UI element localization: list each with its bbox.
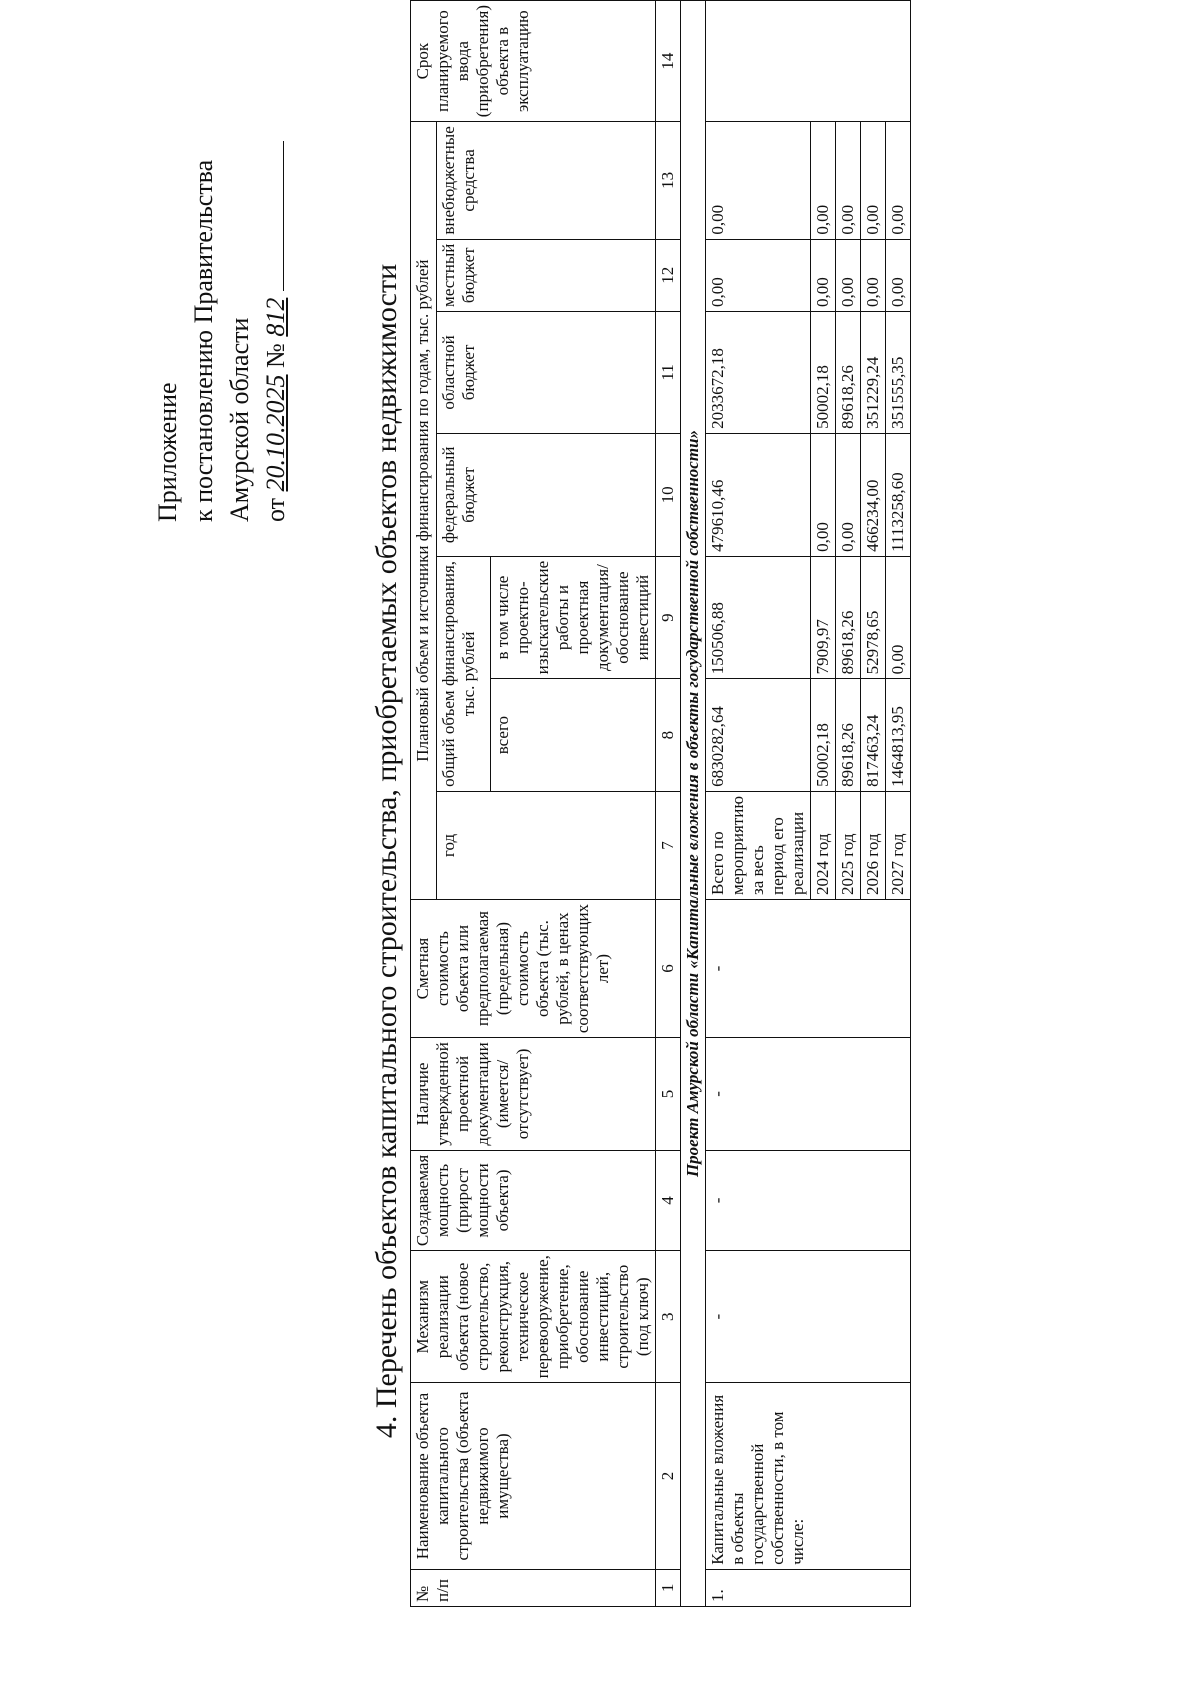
header-commissioning-date: Срок планируемого ввода (приобретения) объекта в эксплуатацию [411, 1, 656, 122]
total-cell: 1464813,95 [886, 679, 911, 792]
total-cell: 6830282,64 [706, 679, 811, 792]
total-cell: 50002,18 [811, 679, 836, 792]
col-number: 8 [656, 679, 681, 792]
header-federal: федеральный бюджет [437, 433, 656, 556]
federal-cell: 479610,46 [706, 433, 811, 556]
header-regional: областной бюджет [437, 311, 656, 433]
col-number: 10 [656, 433, 681, 556]
column-numbers-row [656, 1, 681, 1607]
local-cell: 0,00 [861, 239, 886, 311]
col-number: 5 [656, 1038, 681, 1151]
row-estimated-cost: - [706, 899, 911, 1037]
section-title: Проект Амурской области «Капитальные вложения в объекты государственной собственности» [681, 1, 706, 1607]
number-sign: № [261, 343, 290, 368]
design-cell: 0,00 [886, 556, 911, 679]
row-mechanism: - [706, 1251, 911, 1383]
header-mechanism: Механизм реализации объекта (новое строительство, реконструкция, техническое перевооружение, приобретение, обоснование инвестиций, строительство (под ключ) [411, 1251, 656, 1383]
design-cell: 52978,65 [861, 556, 886, 679]
header-design-works: в том числе проектно-изыскательские работы и проектная документация/обоснование инвестиций [491, 556, 656, 679]
document-title: 4. Перечень объектов капитального строительства, приобретаемых объектов недвижимости [370, 263, 403, 1439]
total-cell: 817463,24 [861, 679, 886, 792]
extra-cell: 0,00 [706, 122, 811, 239]
regional-cell: 89618,26 [836, 311, 861, 433]
extra-cell: 0,00 [861, 122, 886, 239]
header-total-all: всего [491, 679, 656, 792]
year-cell: 2026 год [861, 791, 886, 899]
local-cell: 0,00 [836, 239, 861, 311]
region-name: Амурской области [225, 317, 254, 522]
handwritten-number: 812 [261, 297, 290, 337]
regional-cell: 351555,35 [886, 311, 911, 433]
col-number: 2 [656, 1383, 681, 1569]
row-number: 1. [706, 1569, 911, 1606]
federal-cell: 0,00 [811, 433, 836, 556]
local-cell: 0,00 [706, 239, 811, 311]
col-number: 14 [656, 1, 681, 122]
date-prefix: от [261, 497, 290, 522]
appendix-header [150, 141, 294, 522]
year-cell: Всего по мероприятию за весь период его реализации [706, 791, 811, 899]
row-capacity: - [706, 1150, 911, 1250]
col-number: 12 [656, 239, 681, 311]
col-number: 7 [656, 791, 681, 899]
regional-cell: 50002,18 [811, 311, 836, 433]
col-number: 3 [656, 1251, 681, 1383]
col-number: 13 [656, 122, 681, 239]
header-local: местный бюджет [437, 239, 656, 311]
resolution-ref: к постановлению Правительства [189, 159, 218, 522]
header-financing-group: Плановый объем и источники финансирования по годам, тыс. рублей [411, 122, 437, 900]
local-cell: 0,00 [811, 239, 836, 311]
federal-cell: 1113258,60 [886, 433, 911, 556]
row-design-docs: - [706, 1038, 911, 1151]
header-capacity: Создаваемая мощность (прирост мощности объекта) [411, 1150, 656, 1250]
header-num: № п/п [411, 1569, 656, 1606]
local-cell: 0,00 [886, 239, 911, 311]
capital-objects-table [410, 0, 911, 1607]
header-extrabudgetary: внебюджетные средства [437, 122, 656, 239]
col-number: 6 [656, 899, 681, 1037]
table-row [706, 1, 811, 1607]
federal-cell: 466234,00 [861, 433, 886, 556]
row-object-name: Капитальные вложения в объекты государственной собственности, в том числе: [706, 1383, 911, 1569]
header-object-name: Наименование объекта капитального строительства (объекта недвижимого имущества) [411, 1383, 656, 1569]
header-total-volume: общий объем финансирования, тыс. рублей [437, 556, 491, 791]
design-cell: 150506,88 [706, 556, 811, 679]
year-cell: 2027 год [886, 791, 911, 899]
extra-cell: 0,00 [836, 122, 861, 239]
regional-cell: 2033672,18 [706, 311, 811, 433]
regional-cell: 351229,24 [861, 311, 886, 433]
appendix-label: Приложение [153, 382, 182, 522]
header-design-docs: Наличие утвержденной проектной документации (имеется/отсутствует) [411, 1038, 656, 1151]
total-cell: 89618,26 [836, 679, 861, 792]
row-commissioning [706, 1, 911, 122]
extra-cell: 0,00 [886, 122, 911, 239]
design-cell: 89618,26 [836, 556, 861, 679]
extra-cell: 0,00 [811, 122, 836, 239]
underline-blank [283, 141, 284, 291]
header-estimated-cost: Сметная стоимость объекта или предполагаемая (предельная) стоимость объекта (тыс. рублей, в ценах соответствующих лет) [411, 899, 656, 1037]
col-number: 1 [656, 1569, 681, 1606]
col-number: 4 [656, 1150, 681, 1250]
design-cell: 7909,97 [811, 556, 836, 679]
handwritten-date: 20.10.2025 [261, 374, 290, 492]
year-cell: 2024 год [811, 791, 836, 899]
col-number: 11 [656, 311, 681, 433]
year-cell: 2025 год [836, 791, 861, 899]
header-year: год [437, 791, 656, 899]
federal-cell: 0,00 [836, 433, 861, 556]
col-number: 9 [656, 556, 681, 679]
date-number-line [258, 141, 294, 522]
